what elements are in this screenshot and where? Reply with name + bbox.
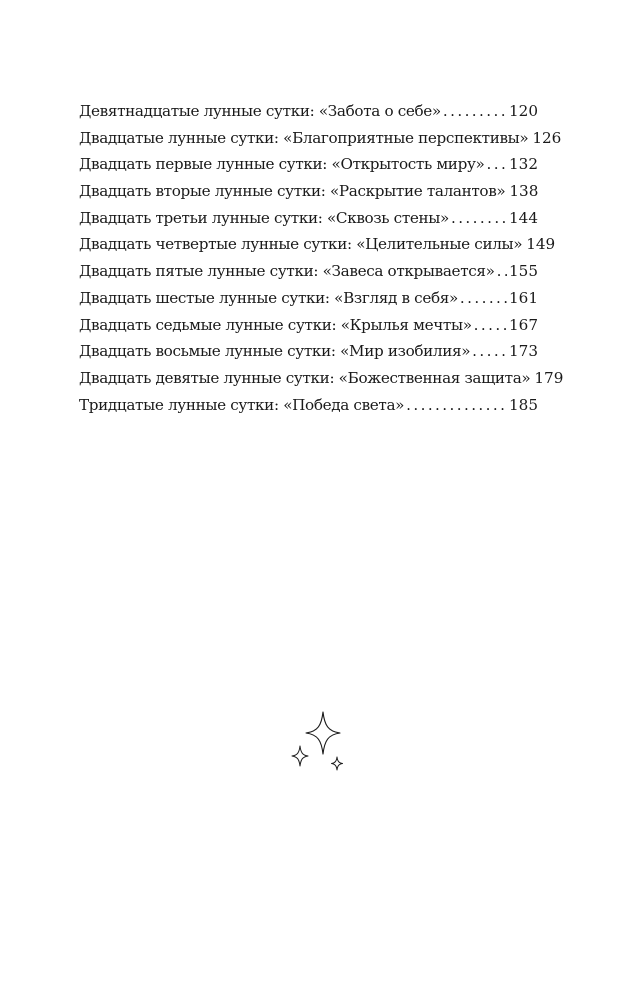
toc-dot-leader xyxy=(486,151,507,178)
toc-dot-leader xyxy=(406,392,507,419)
toc-entry-title: Тридцатые лунные сутки: «Победа света» xyxy=(79,395,405,414)
toc-entry-title: Двадцать пятые лунные сутки: «Завеса открывается» xyxy=(79,262,495,281)
toc-entry[interactable] xyxy=(79,178,538,205)
toc-entry-page: 179 xyxy=(534,368,564,387)
toc-entry[interactable] xyxy=(79,338,538,365)
toc-entry-title: Двадцать третьи лунные сутки: «Сквозь стены» xyxy=(79,208,449,227)
table-of-contents xyxy=(79,98,564,418)
toc-entry-page: 155 xyxy=(509,262,538,281)
toc-entry-page: 126 xyxy=(532,128,562,147)
toc-entry[interactable] xyxy=(79,312,538,339)
sparkle-stars-icon xyxy=(285,708,355,778)
toc-dot-leader xyxy=(497,258,507,285)
toc-entry[interactable] xyxy=(79,365,564,392)
toc-entry-page: 149 xyxy=(526,235,556,254)
toc-entry-title: Двадцать седьмые лунные сутки: «Крылья мечты» xyxy=(79,315,472,334)
toc-entry-title: Двадцатые лунные сутки: «Благоприятные перспективы» xyxy=(79,128,529,147)
toc-entry-page: 185 xyxy=(509,395,538,414)
toc-entry-page: 138 xyxy=(509,182,539,201)
toc-dot-leader xyxy=(474,312,507,339)
toc-entry-page: 167 xyxy=(509,315,538,334)
toc-entry-page: 144 xyxy=(509,208,538,227)
toc-entry[interactable] xyxy=(79,258,538,285)
toc-entry-title: Девятнадцатые лунные сутки: «Забота о себе» xyxy=(79,102,441,120)
toc-entry[interactable] xyxy=(79,151,538,178)
toc-dot-leader xyxy=(443,98,507,125)
toc-entry-title: Двадцать восьмые лунные сутки: «Мир изобилия» xyxy=(79,342,471,361)
toc-entry-title: Двадцать четвертые лунные сутки: «Целительные силы» xyxy=(79,235,523,254)
toc-entry[interactable] xyxy=(79,231,556,258)
toc-entry-title: Двадцать девятые лунные сутки: «Божественная защита» xyxy=(79,368,531,387)
toc-entry[interactable] xyxy=(79,392,538,419)
toc-entry-page: 132 xyxy=(509,155,538,174)
toc-entry[interactable] xyxy=(79,98,538,125)
toc-entry-page: 161 xyxy=(509,288,538,307)
toc-dot-leader xyxy=(460,285,507,312)
toc-entry-title: Двадцать первые лунные сутки: «Открытость миру» xyxy=(79,155,485,174)
toc-dot-leader xyxy=(472,338,507,365)
toc-entry[interactable] xyxy=(79,285,538,312)
toc-entry[interactable] xyxy=(79,205,538,232)
toc-entry-page: 173 xyxy=(509,342,538,361)
toc-entry-page: 120 xyxy=(509,102,538,120)
toc-entry-title: Двадцать вторые лунные сутки: «Раскрытие талантов» xyxy=(79,182,506,201)
toc-entry[interactable] xyxy=(79,125,562,152)
toc-dot-leader xyxy=(451,205,507,232)
toc-entry-title: Двадцать шестые лунные сутки: «Взгляд в себя» xyxy=(79,288,458,307)
